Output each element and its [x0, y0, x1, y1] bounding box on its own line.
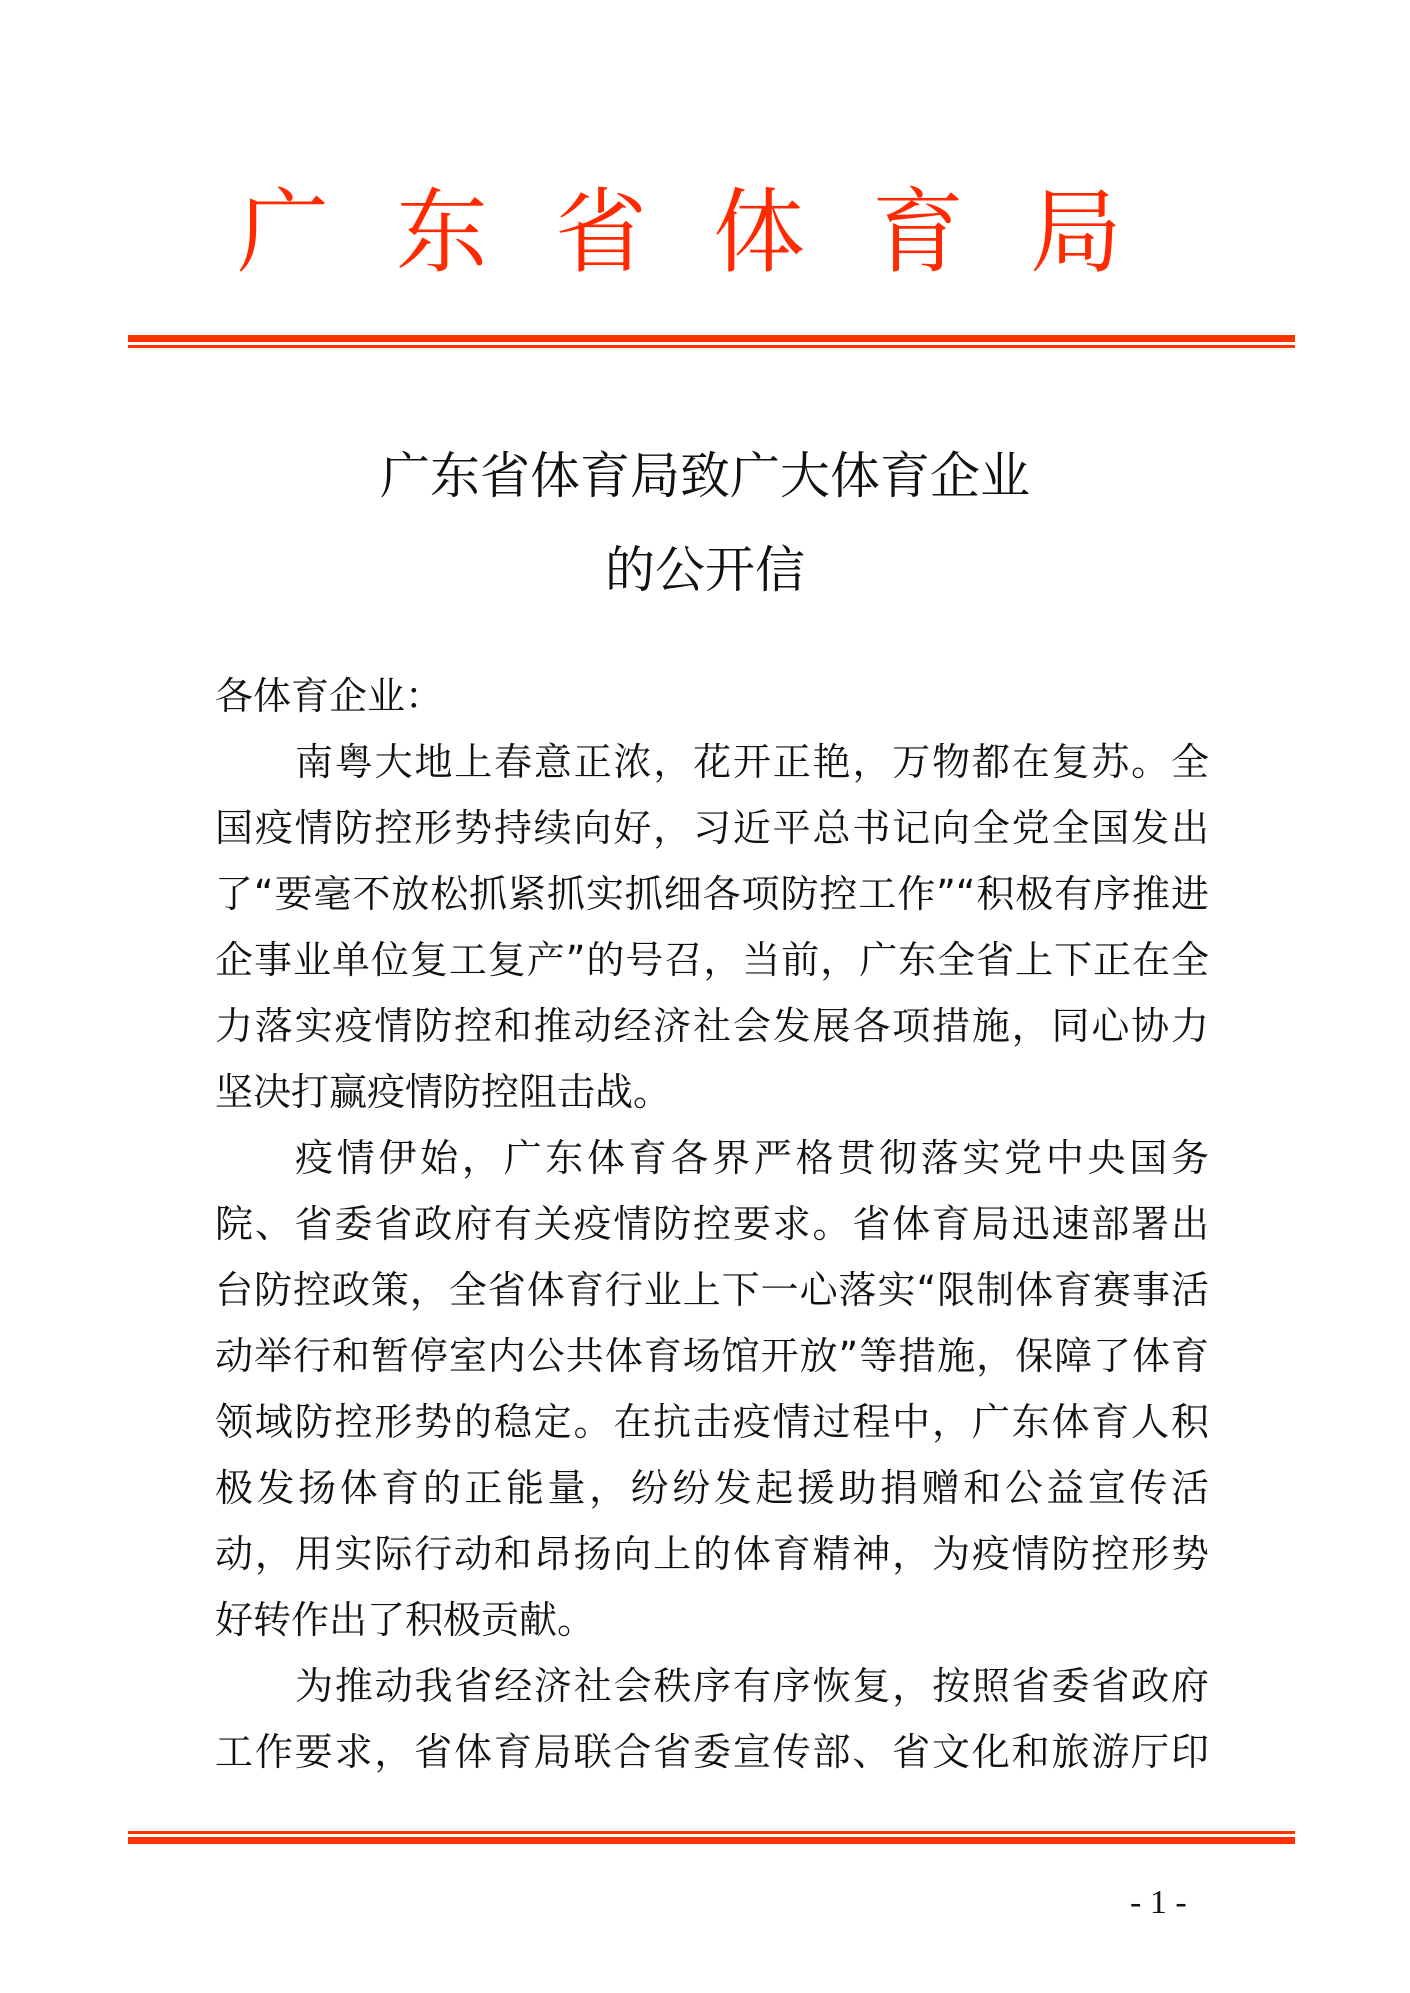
paragraph-line: 南粤大地上春意正浓，花开正艳，万物都在复苏。全 — [295, 740, 1209, 784]
paragraph-line: 为推动我省经济社会秩序有序恢复，按照省委省政府 — [295, 1664, 1209, 1708]
paragraph-line: 领域防控形势的稳定。在抗击疫情过程中，广东体育人积 — [215, 1400, 1209, 1444]
paragraph-line: 台防控政策，全省体育行业上下一心落实“限制体育赛事活 — [215, 1268, 1209, 1312]
paragraph-line: 企事业单位复工复产”的号召，当前，广东全省上下正在全 — [215, 938, 1209, 982]
paragraph-line: 好转作出了积极贡献。 — [215, 1598, 596, 1642]
document-title-line-2: 的公开信 — [605, 541, 805, 599]
letterhead-char: 广 — [236, 179, 329, 286]
letterhead-char: 局 — [1029, 179, 1122, 286]
paragraph-line: 院、省委省政府有关疫情防控要求。省体育局迅速部署出 — [215, 1202, 1209, 1246]
salutation: 各体育企业： — [215, 674, 444, 718]
document-title-line-1: 广东省体育局致广大体育企业 — [380, 447, 1030, 505]
letterhead-char: 东 — [395, 179, 488, 286]
paragraph-line: 动，用实际行动和昂扬向上的体育精神，为疫情防控形势 — [215, 1532, 1209, 1576]
paragraph-line: 国疫情防控形势持续向好，习近平总书记向全党全国发出 — [215, 806, 1209, 850]
paragraph-line: 了“要毫不放松抓紧抓实抓细各项防控工作”“积极有序推进 — [215, 872, 1209, 916]
footer-divider — [128, 1831, 1295, 1844]
paragraph-line: 疫情伊始，广东体育各界严格贯彻落实党中央国务 — [295, 1136, 1209, 1180]
letterhead-char: 育 — [871, 179, 964, 286]
page-number: - 1 - — [1130, 1884, 1187, 1921]
paragraph-line: 极发扬体育的正能量，纷纷发起援助捐赠和公益宣传活 — [215, 1466, 1209, 1510]
header-divider — [128, 335, 1295, 348]
letterhead-char: 省 — [554, 179, 647, 286]
paragraph-line: 动举行和暂停室内公共体育场馆开放”等措施，保障了体育 — [215, 1334, 1209, 1378]
paragraph-line: 工作要求，省体育局联合省委宣传部、省文化和旅游厅印 — [215, 1730, 1209, 1774]
letterhead-char: 体 — [712, 179, 805, 286]
letterhead — [0, 178, 1410, 288]
paragraph-line: 力落实疫情防控和推动经济社会发展各项措施，同心协力 — [215, 1004, 1209, 1048]
paragraph-line: 坚决打赢疫情防控阻击战。 — [215, 1070, 672, 1114]
